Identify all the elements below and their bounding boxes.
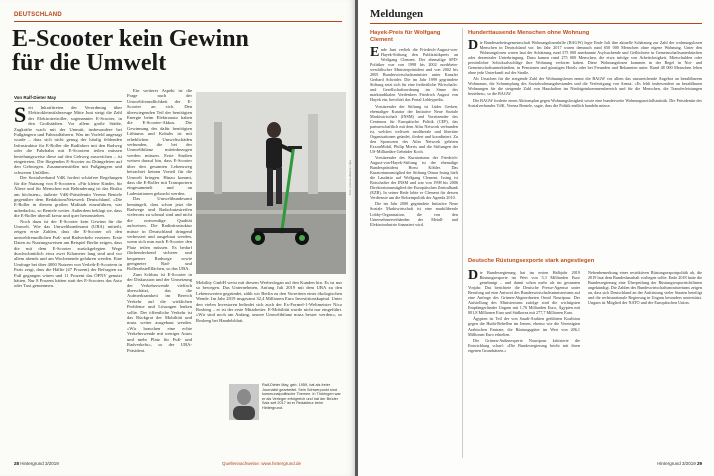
paragraph: Die Grünen-Außenexperte Nouripour kritisierte die Entwicklung scharf: »Die Bundesregierung bricht mit ihren eigenen Grundsätzen.« <box>468 337 580 353</box>
paragraph: ie Bundesregierung hat im ersten Halbjahr 2019 Rüstungsexporte im Wert von 5,3 Milliarden Euro genehmigt – und damit schon mehr als im gesamten Vorjahr. Das berichtete die Deutsche Presse-Agentur unter Berufung auf eine Antwort des Bundeswirtschaftsministeriums auf eine Anfrage des Grünen-Abgeordneten Omid Nouripour. Der Aufstellung des Ministeriums zufolge sind die wichtigsten Empfängerländer Ungarn mit 1,76 Milliarden Euro, Ägypten mit 801,8 Millionen Euro und Südkorea mit 277,7 Millionen Euro. <box>468 270 580 316</box>
photo-credit: Foto: picture alliance / dpa <box>348 160 352 196</box>
headline <box>12 27 342 75</box>
author-portrait <box>229 384 259 420</box>
footer-right <box>657 461 702 466</box>
paragraph: Das Umweltbundesamt bemängelt, dass schon jetzt die Radwege und Radschutzstreifen vielerorts zu schmal sind und nicht die notwendige Qualität aufweisen. Die Radinfrastruktur müsse in Deutschland dringend verbessert und ausgebaut werden, wenn sich nun auch E-Scooter den Platz teilen müssen. Es bedarf flächendeckend sicherer und bequemer Radwege sowie geeigneter Rad- und Rollerabstellflächen, so das UBA. <box>127 196 192 272</box>
paragraph: Als Ursachen für die steigende Zahl der Wohnungslosen nennt die BAGW vor allem das unzureichende Angebot an bezahlbarem Wohnraum, die Schrumpfung des Sozialwohnungsbestandes und die Verfestigung von Armut. »Es fehlt insbesondere an bezahlbaren Wohnungen für die steigende Zahl von Haushalten im Niedrigeinkommensbereich und für die Menschen, die Transferleistungen beziehen«, so die BAGW. <box>468 76 702 97</box>
paragraph: Vorsitzender der Stiftung ist Lüder Gerken, ehemaliger Kurator der Initiative Neue Soziale Marktwirtschaft (INSM) und Vorsitzender des Centrums für Europäische Politik (CEP), das partnerschaftlich mit dem Atlas Network verbunden ist, welches weltweit neoliberale und libertäre Organisationen gründet, fördert und koordiniert. Zu den Sponsoren des Atlas Network gehören ExxonMobil, Philip Morris und die Stiftungen der US-Milliardäre Gebrüder Koch. <box>370 103 458 154</box>
item-2-title: Hunderttausende Menschen ohne Wohnung <box>468 30 590 36</box>
page-number: 28 <box>14 461 20 466</box>
item-2-text <box>468 40 702 252</box>
page-number: 29 <box>696 461 702 466</box>
paragraph: ie Bundesarbeitsgemeinschaft Wohnungslosenhilfe (BAGW) legte Ende Juli ihre aktuelle Schätzung zur Zahl der wohnungslosen Menschen in Deutschland vor. Im Jahr 2017 waren demnach rund 650 000 Menschen ohne eigene Wohnung. Unter den Wohnungslosen waren laut der Schätzung rund 375 000 anerkannte Asylsuchende und Geflüchtete in Gemeinschaftsunterkünften oder dezentraler Unterbringung. Dazu kamen rund 275 000 Menschen, die etwa infolge von Arbeitslosigkeit, Mietschulden oder persönlicher Schicksalsschläge ihre Wohnung verloren haben. Diese Wohnungslosen kommen in der Regel in Not- und Gemeinschaftsunterkünften, in Pensionen und günstigen Hotels oder bei Freunden und Bekannten unter. Rund 48 000 Menschen leben ohne jede Unterkunft auf der Straße. <box>468 40 702 76</box>
magazine-issue: Hintergrund 3/2019 <box>657 461 696 466</box>
paragraph: Die im Jahr 2000 gegründete Initiative Neue Soziale Marktwirtschaft ist eine marktliberale Lobby-Organisation, die von den Unternehmerverbänden der Metall- und Elektroindustrie finanziert wird. <box>370 201 458 227</box>
article-column-3 <box>196 280 342 380</box>
column-divider <box>462 28 463 458</box>
dropcap: D <box>468 270 479 283</box>
item-1-title: Hayek-Preis für Wolfgang Clement <box>370 30 441 43</box>
paragraph: Der Sozialverband VdK fordert schärfere Regelungen für die Nutzung von E-Scootern. »Für kleine Kinder, für Ältere und für Menschen mit Behinderung ist das Risiko am höchsten«, äußerte VdK-Präsidentin Verena Bentele gegenüber dem RedaktionsNetzwerk Deutschland. »Die E-Roller in diesem großen Maßstab einzuführen, war unbedacht«, so Bentele weiter. Außerdem beklagt sie, dass die E-Roller überall kreuz und quer herumstehen. <box>14 175 122 219</box>
right-page <box>358 0 714 476</box>
paragraph: Nebenbemerkung einer restriktiven Rüstungsexportpolitik ab, die 2019 laut dem Bundeshaushalt vorliegen sollte. Ende 2018 hatte die Bundesregierung eine Überprüfung der Rüstungsexportrichtlinien angekündigt. Die Zahlen des Bundeswirtschaftsministeriums zeigen an, dass sich Deutschland an der Aufrüstung vieler Staaten beteiligt und die rechtsnationale Regierung in Ungarn besonders unterstützt. Ungarn ist Mitglied der NATO und der Europäischen Union. <box>588 270 702 306</box>
byline: Von Ralf-Dieter May <box>14 95 57 100</box>
item-1-text <box>370 47 458 457</box>
paragraph: Noch dazu ist der E-Scooter kein Gewinn für die Umwelt. Wie das Umweltbundesamt (UBA) mitteilt, zeigen erste Zahlen, dass die E-Scooter oft den umweltfreundlichen Fuß- und Radverkehr ersetzen. Erste Daten zu Nutzungsweisen am Beispiel Berlin zeigen, dass die mit dem E-Scooter zurückgelegten Wege durchschnittlich etwa zwei Kilometer lang sind und vor allem abends und am Wochenende gefahren werden. Eine Umfrage bei über 4000 Nutzern von Verleih-E-Scootern in Paris zeigt, dass die Hälfte (47 Prozent) der Befragten zu Fuß gegangen wären und 11 Prozent das ÖPNV genutzt hätten. Nur 8 Prozent hätten statt des E-Scooters das Auto oder Taxi genommen. <box>14 218 122 289</box>
article-column-1 <box>14 105 122 455</box>
author-photo <box>229 384 259 420</box>
source-url: Quellennachweise: www.hintergrund.de <box>222 461 302 466</box>
page-title: Meldungen <box>370 8 424 20</box>
item-3-text <box>468 270 580 456</box>
paragraph: Zum Schluss ist E-Scooter in der Diskussion und der Umsetzung der Verkehrswende vielfach überschätzt, das die Aufmerksamkeit im Bereich Verkehr auf die wirklichen Probleme und Lösungen lenken sollte. Der öffentliche Verkehr ist das Rückgrat der Mobilität und muss weiter ausgebaut werden. »Wir brauchen eine echte Verkehrswende mit weniger Autos und mehr Platz für Fuß- und Radverkehr«, so der UBA-Präsident. <box>127 271 192 353</box>
headline-line-2: für die Umwelt <box>12 50 167 76</box>
magazine-issue: Hintergrund 3/2019 <box>20 461 59 466</box>
paragraph: Die BAGW forderte einen Aktionsplan gegen Wohnungslosigkeit sowie eine bundesweite Wohnungsnotfallstatistik. Die Präsidentin des Sozialverbandes VdK, Verena Bentele, sagte, dass die Politik endlich handeln müsse. <box>468 97 702 108</box>
dropcap: E <box>370 47 380 60</box>
paragraph: Ein weiterer Aspekt ist die Frage nach der Umweltfreundlichkeit der E-Scooter an sich. Den überwiegenden Teil der benötigten Energie beim Elektroauto haben die E-Scooter-Akkus. Die Gewinnung des dafür benötigten Lithiums und Kobalts ist mit erheblichen Umweltschäden verbunden, die bei der Umweltbilanz miteinbezogen werden müssen. Erste Studien weisen darauf hin, dass E-Scooter über den gesamten Lebensweg betrachtet keinen Vorteil für die Umwelt bringen. Hinzu kommt, dass die E-Roller mit Transportern eingesammelt und an Ladestationen gebracht werden. <box>127 88 192 196</box>
paragraph: nde Juni verlieh die Friedrich-August-von-Hayek-Stiftung den Publizistikpreis an Wolfgang Clement. Der ehemalige SPD-Politiker war von 1998 bis 2002 nordrhein-westfälischer Ministerpräsident und von 2002 bis 2005 Bundeswirtschaftsminister unter Kanzler Gerhard Schröder. Die im Jahr 1999 gegründete Stiftung setzt sich für eine freiheitliche Wirtschafts- und Gesellschaftsordnung im Sinne des marktradikalen Vordenkers Friedrich August von Hayek ein, berichtet das Portal Lobbypedia. <box>370 47 458 103</box>
item-3-title: Deutsche Rüstungsexporte stark angestiegen <box>468 258 595 264</box>
section-rule <box>14 21 342 22</box>
scooter-rider-illustration <box>196 92 346 274</box>
headline-line-1: E-Scooter kein Gewinn <box>12 26 249 52</box>
paragraph: Vorsitzender des Kuratoriums der Friedrich-August-von-Hayek-Stiftung ist der ehemalige Bundespräsident Horst Köhler. Das Kuratoriumsmitglied der Stiftung Otmar Issing hielt die Laudatio auf Wolfgang Clement. Issing ist Botschafter der INSM und war von 1998 bis 2006 Direktoriumsmitglied der Europäischen Zentralbank (EZB). In seiner Rede lobte er Clement für dessen Verdienste um die Reformpolitik der Agenda 2010. <box>370 154 458 201</box>
section-tag: DEUTSCHLAND <box>14 12 62 18</box>
dropcap: S <box>14 105 27 127</box>
paragraph: Ägypten ist Teil der von Saudi-Arabien geführten Koalition gegen die Huthi-Rebellen im Jemen, ebenso wie die Vereinigten Arabischen Emirate, die Rüstungsgüter im Wert von 206,1 Millionen Euro erhielten. <box>468 316 580 337</box>
article-column-2 <box>127 88 192 460</box>
paragraph: eit Inkrafttreten der Verordnung über Elektrokleinstfahrzeuge Mitte Juni steigt die Zahl der Elektrotretroller, sogenannter E-Scooter, in den Großstädten. Vor allem große Städte, Zugkräfte wach mit der Ummüt, insbesondere bei Fußgängern und Fahrradfahrern. Was im Vorfeld angesagt wurde – dass sich nicht genug der häufig fehlenden Infrastruktur für E-Roller die Radfahrer mit den Radweg oder die Fahrbahn mit E-Scootern teilen müssen bestehungsweise diese auf den Gehweg ausweichen – ist eingetreten. Die fliegenden E-Scooter zu Drängeleien auf den Gehwegen. Zusammenstößen mit Fußgängern und schweren Unfällen. <box>14 105 122 175</box>
author-bio: Ralf-Dieter May, geb. 1959, hat als freier Journalist gearbeitet. Sein Schwerpunkt sind kommunalpolitische Themen. In Thüringen war er als Verleger erfolgreich und hat der Brüder Salz seit 2017 ist er Redakteur beim Hintergrund. <box>262 383 341 410</box>
title-rule <box>370 23 702 24</box>
byline-rule <box>14 101 122 102</box>
e-scooter-photo <box>196 92 346 274</box>
footer-left <box>14 461 59 466</box>
dropcap: D <box>468 40 479 53</box>
item-3-text-col-2 <box>588 270 702 456</box>
paragraph: Mobility GmbH weist mit diesem Werbeslogan auf den Kunden hin. Es ist nur so bewegen. Das Unternehmen, Anfang Juli 2019 mit dem UBA zu den Lebenswerten gegründet, zählt wir Berlin zu den Vorreitern einer ökologischen Wende. Im Jahr 2019 insgesamt 32,4 Millionen Euro Investitionskapital. Unter den vielen Investoren befindet sich auch der Ex-Formel-1-Weltmeister Nico Rosberg – er ist der erste Mitarbeiter. E-Mobilität wurde nicht nur eingeführt. »Wir sind noch am Anfang, unsere Umweltbilanz muss besser werden«, so Rosberg bei Handelsblatt. <box>196 280 342 323</box>
left-page <box>0 0 355 476</box>
